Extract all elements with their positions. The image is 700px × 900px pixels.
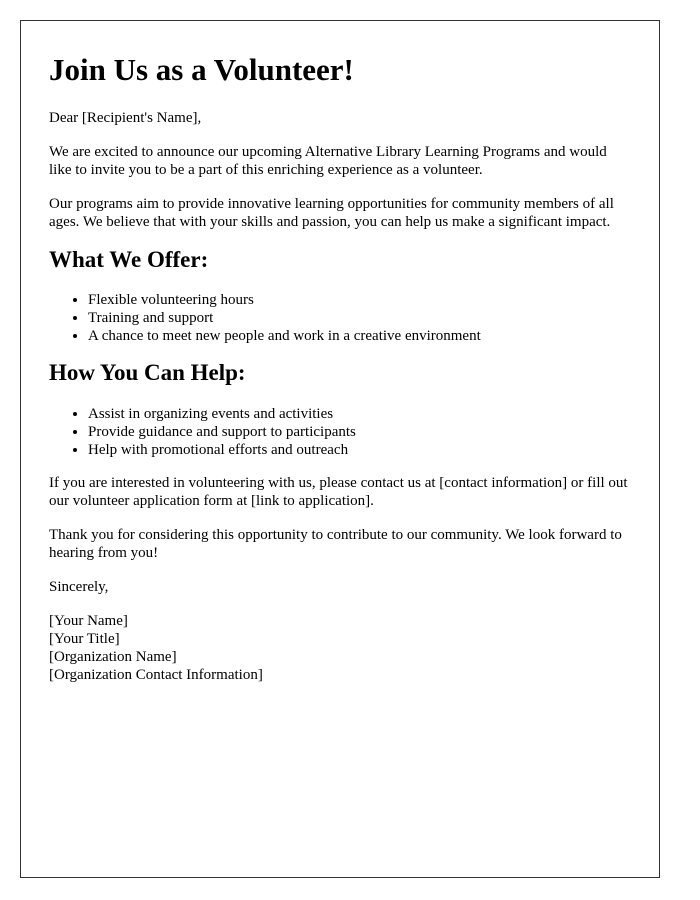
signature-organization: [Organization Name] [49, 648, 177, 665]
letter-title: Join Us as a Volunteer! [49, 52, 354, 87]
contact-paragraph: If you are interested in volunteering with us, please contact us at [contact information] or fill out our volunteer application form at [link to application]. [49, 474, 628, 509]
offer-heading: What We Offer: [49, 246, 209, 272]
intro-paragraph: We are excited to announce our upcoming Alternative Library Learning Programs and would like to invite you to be a part of this enriching experience as a volunteer. [49, 143, 607, 178]
list-item: • Assist in organizing events and activities [88, 405, 631, 423]
signature-name: [Your Name] [49, 612, 128, 629]
closing: Sincerely, [49, 578, 109, 595]
offer-list [49, 291, 631, 345]
greeting: Dear [Recipient's Name], [49, 109, 202, 126]
list-item: • Flexible volunteering hours [88, 291, 631, 309]
list-item: • A chance to meet new people and work in a creative environment [88, 327, 631, 345]
help-list [49, 405, 631, 459]
signature-title: [Your Title] [49, 630, 120, 647]
aim-paragraph: Our programs aim to provide innovative learning opportunities for community members of all ages. We believe that with your skills and passion, you can help us make a significant impact. [49, 195, 614, 230]
list-item: • Help with promotional efforts and outreach [88, 441, 631, 459]
list-item: • Provide guidance and support to participants [88, 423, 631, 441]
help-heading: How You Can Help: [49, 360, 246, 386]
signature-block [49, 612, 631, 684]
list-item: • Training and support [88, 309, 631, 327]
signature-contact: [Organization Contact Information] [49, 666, 263, 683]
letter [20, 20, 660, 878]
thanks-paragraph: Thank you for considering this opportunity to contribute to our community. We look forward to hearing from you! [49, 526, 622, 561]
